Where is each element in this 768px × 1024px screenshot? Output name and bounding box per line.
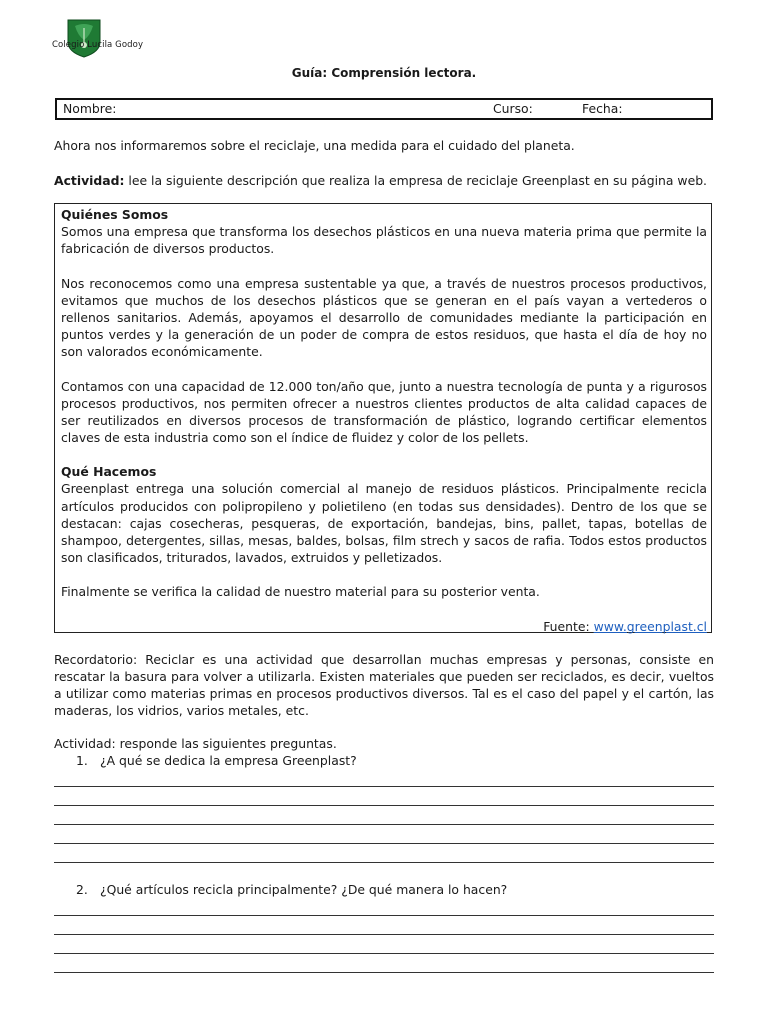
activity-text: lee la siguiente descripción que realiza la empresa de reciclaje Greenplast en su página web. (124, 173, 707, 188)
question-2-text: ¿Qué artículos recicla principalmente? ¿De qué manera lo hacen? (100, 882, 508, 897)
student-info-box (55, 98, 713, 120)
activity-instruction (54, 172, 714, 189)
school-crest-logo (66, 18, 102, 58)
answer-line[interactable] (54, 934, 714, 935)
question-2-number: 2. (76, 882, 88, 897)
answer-line[interactable] (54, 915, 714, 916)
paragraph-1: Somos una empresa que transforma los desechos plásticos en una nueva materia prima que permite la fabricación de diversos productos. (61, 224, 707, 257)
activity-label: Actividad: (54, 173, 125, 188)
answer-line[interactable] (54, 843, 714, 844)
heading-quienes-somos: Quiénes Somos (61, 207, 169, 222)
source-link[interactable]: www.greenplast.cl (593, 618, 707, 634)
answer-line[interactable] (54, 824, 714, 825)
reminder-text: Recordatorio: Reciclar es una actividad que desarrollan muchas empresas y personas, consiste en rescatar la basura para volver a utilizarla. Existen materiales que pueden ser reciclados, es decir, vueltos a utilizar como materias primas en procesos productivos diversos. Tal es el caso del papel y el cartón, las maderas, los vidrios, varios metales, etc. (54, 652, 714, 718)
school-name: Colegio Lucila Godoy (52, 40, 144, 50)
answer-line[interactable] (54, 805, 714, 806)
question-1-text: ¿A qué se dedica la empresa Greenplast? (100, 753, 357, 768)
reading-box (54, 203, 712, 633)
page-title: Guía: Comprensión lectora. (291, 66, 477, 80)
intro-text: Ahora nos informaremos sobre el reciclaje, una medida para el cuidado del planeta. (54, 138, 575, 153)
answer-line[interactable] (54, 972, 714, 973)
course-field-label: Curso: (493, 101, 533, 116)
paragraph-4: Greenplast entrega una solución comercial al manejo de residuos plásticos. Principalmente recicla artículos producidos con polipropileno y polietileno (en todas sus densidades). Dentro de los que se destacan: cajas cosecheras, pesqueras, de exportación, bandejas, bins, pallet, tapas, botellas de shampoo, detergentes, sillas, mesas, baldes, bolsas, film strech y sacos de rafia. Todos estos productos son clasificados, triturados, lavados, extruidos y pelletizados. (61, 481, 707, 566)
question-1-number: 1. (76, 753, 88, 768)
question-2 (76, 881, 507, 898)
paragraph-3: Contamos con una capacidad de 12.000 ton/año que, junto a nuestra tecnología de punta y a rigurosos procesos productivos, nos permiten ofrecer a nuestros clientes productos de alta calidad capaces de ser reutilizados en diversos procesos de transformación de plástico, logrando certificar elementos claves de esta industria como son el índice de fluidez y color de los pellets. (61, 378, 707, 445)
question-1 (76, 752, 357, 769)
paragraph-5: Finalmente se verifica la calidad de nuestro material para su posterior venta. (61, 584, 540, 600)
answer-line[interactable] (54, 786, 714, 787)
answer-line[interactable] (54, 953, 714, 954)
date-field-label: Fecha: (582, 101, 623, 116)
heading-que-hacemos: Qué Hacemos (61, 464, 157, 480)
activity-2-instruction: Actividad: responde las siguientes preguntas. (54, 736, 337, 751)
answer-line[interactable] (54, 862, 714, 863)
source-label: Fuente: (543, 618, 594, 634)
source-line (61, 618, 709, 635)
paragraph-2: Nos reconocemos como una empresa sustentable ya que, a través de nuestros procesos productivos, evitamos que muchos de los desechos plásticos que se generan en el país vayan a vertederos o rellenos sanitarios. Además, apoyamos el desarrollo de comunidades mediante la participación en puntos verdes y la generación de un poder de compra de estos residuos, que hasta el día de hoy no son valorados económicamente. (61, 275, 707, 360)
name-field-label: Nombre: (63, 101, 117, 116)
